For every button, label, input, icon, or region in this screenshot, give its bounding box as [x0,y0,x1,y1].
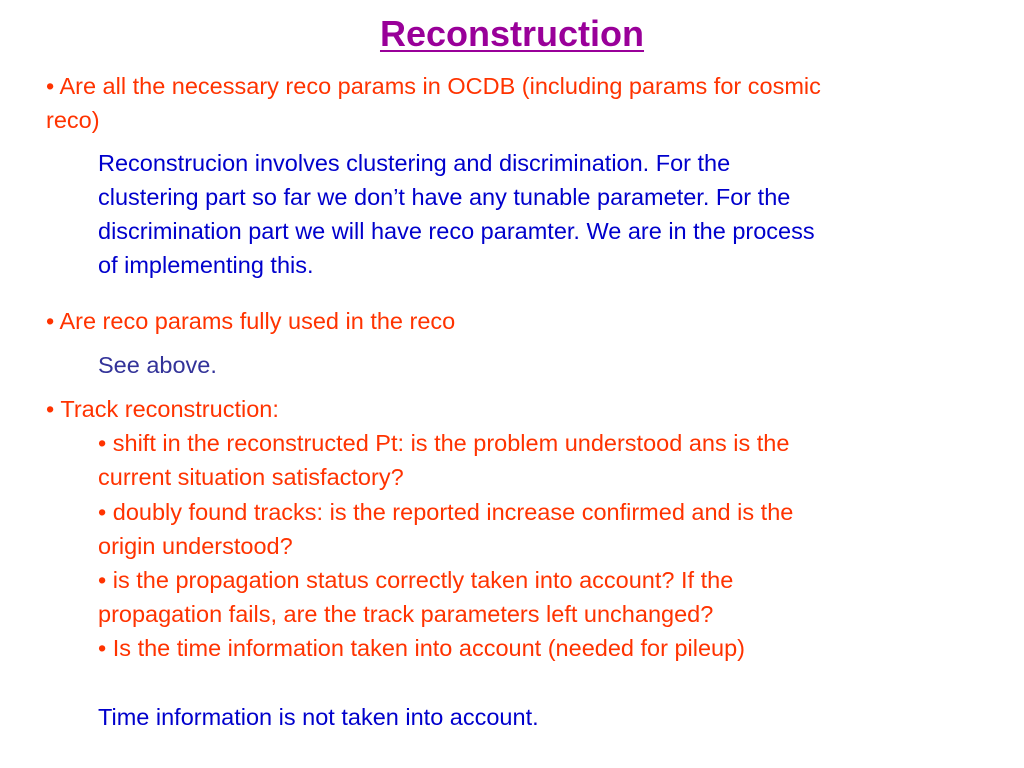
subquestion-2-line-1: • doubly found tracks: is the reported increase confirmed and is the [98,499,794,525]
answer-1-line-4: of implementing this. [98,252,314,278]
subquestion-3-line-2: propagation fails, are the track parameters left unchanged? [98,601,714,627]
subquestion-3-line-1: • is the propagation status correctly taken into account? If the [98,567,734,593]
answer-1-line-3: discrimination part we will have reco paramter. We are in the process [98,218,815,244]
answer-1-line-1: Reconstrucion involves clustering and discrimination. For the [98,150,731,176]
question-3-heading: • Track reconstruction: [46,396,279,422]
question-1-line-1: • Are all the necessary reco params in OCDB (including params for cosmic [46,73,821,99]
subquestion-1-line-1: • shift in the reconstructed Pt: is the problem understood ans is the [98,430,790,456]
subquestion-2-line-2: origin understood? [98,533,293,559]
subquestion-4: • Is the time information taken into account (needed for pileup) [98,635,746,661]
answer-2: See above. [98,352,217,378]
slide-title: Reconstruction [379,13,645,54]
answer-1-line-2: clustering part so far we don’t have any tunable parameter. For the [98,184,791,210]
question-1-line-2: reco) [46,107,100,133]
question-2: • Are reco params fully used in the reco [46,308,456,334]
subquestion-1-line-2: current situation satisfactory? [98,464,404,490]
answer-3: Time information is not taken into account. [98,704,539,730]
